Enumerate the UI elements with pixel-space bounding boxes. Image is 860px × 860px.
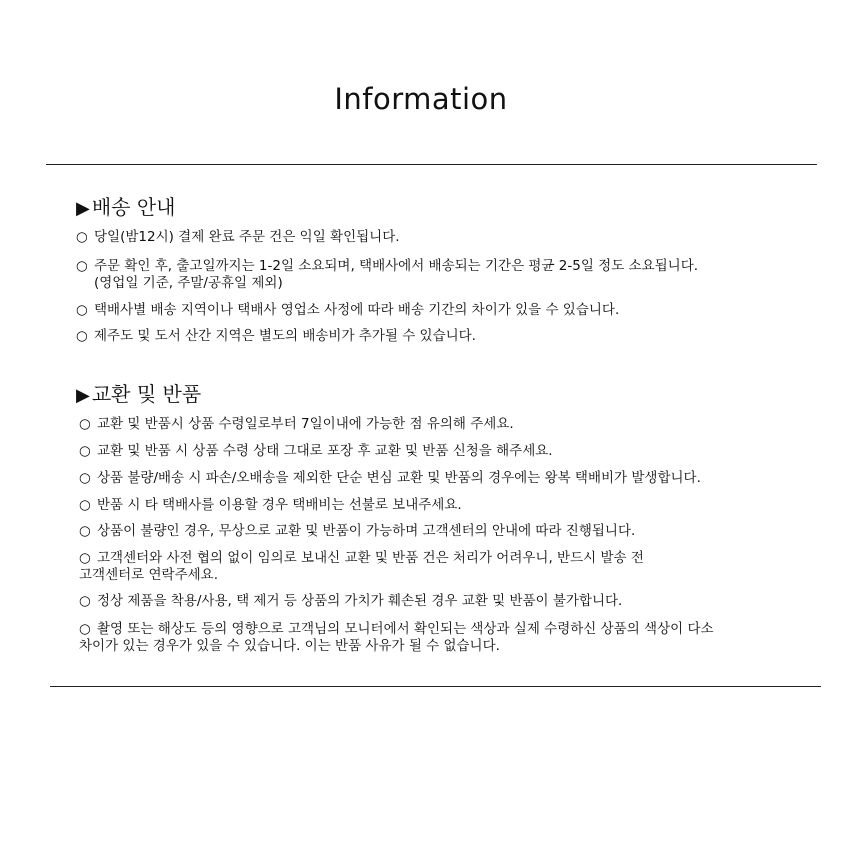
exchange-item bbox=[79, 470, 701, 487]
exchange-heading bbox=[76, 378, 201, 407]
exchange-item-text: 고객센터와 사전 협의 없이 임의로 보내신 교환 및 반품 건은 처리가 어려우니, 반드시 발송 전 bbox=[97, 550, 644, 566]
circle-bullet-icon: ○ bbox=[76, 258, 88, 274]
exchange-item bbox=[79, 497, 462, 514]
shipping-item bbox=[76, 302, 619, 319]
triangle-marker-icon: ▶ bbox=[76, 198, 90, 219]
circle-bullet-icon: ○ bbox=[79, 621, 91, 637]
exchange-item-text: 상품이 불량인 경우, 무상으로 교환 및 반품이 가능하며 고객센터의 안내에 따라 진행됩니다. bbox=[97, 523, 636, 539]
shipping-heading-text: 배송 안내 bbox=[91, 195, 176, 219]
circle-bullet-icon: ○ bbox=[79, 550, 91, 566]
triangle-marker-icon: ▶ bbox=[76, 385, 90, 406]
exchange-item-text-continued: 차이가 있는 경우가 있을 수 있습니다. 이는 반품 사유가 될 수 없습니다. bbox=[79, 638, 500, 654]
top-divider bbox=[46, 164, 817, 165]
circle-bullet-icon: ○ bbox=[79, 470, 91, 486]
bottom-divider bbox=[50, 686, 821, 687]
shipping-item-text: 당일(밤12시) 결제 완료 주문 건은 익일 확인됩니다. bbox=[94, 229, 400, 245]
shipping-item-text: 주문 확인 후, 출고일까지는 1-2일 소요되며, 택배사에서 배송되는 기간은 평균 2-5일 정도 소요됩니다. bbox=[94, 258, 699, 274]
exchange-item bbox=[79, 621, 714, 655]
shipping-heading bbox=[76, 191, 175, 220]
circle-bullet-icon: ○ bbox=[79, 443, 91, 459]
circle-bullet-icon: ○ bbox=[79, 416, 91, 432]
shipping-item bbox=[76, 328, 476, 345]
exchange-item bbox=[79, 550, 644, 584]
exchange-item bbox=[79, 443, 553, 460]
exchange-item-text: 촬영 또는 해상도 등의 영향으로 고객님의 모니터에서 확인되는 색상과 실제 수령하신 상품의 색상이 다소 bbox=[97, 621, 714, 637]
exchange-item-text-continued: 고객센터로 연락주세요. bbox=[79, 567, 218, 583]
circle-bullet-icon: ○ bbox=[76, 328, 88, 344]
circle-bullet-icon: ○ bbox=[79, 523, 91, 539]
circle-bullet-icon: ○ bbox=[79, 497, 91, 513]
exchange-item bbox=[79, 523, 635, 540]
page-title: Information bbox=[334, 82, 508, 116]
circle-bullet-icon: ○ bbox=[76, 229, 88, 245]
exchange-heading-text: 교환 및 반품 bbox=[91, 382, 202, 406]
circle-bullet-icon: ○ bbox=[76, 302, 88, 318]
exchange-item-text: 교환 및 반품시 상품 수령일로부터 7일이내에 가능한 점 유의해 주세요. bbox=[97, 416, 514, 432]
exchange-item bbox=[79, 416, 514, 433]
shipping-item bbox=[76, 229, 400, 246]
shipping-item-text-continued: (영업일 기준, 주말/공휴일 제외) bbox=[94, 275, 283, 291]
exchange-item-text: 정상 제품을 착용/사용, 택 제거 등 상품의 가치가 훼손된 경우 교환 및 반품이 불가합니다. bbox=[97, 593, 623, 609]
shipping-item bbox=[76, 258, 698, 292]
shipping-item-text: 제주도 및 도서 산간 지역은 별도의 배송비가 추가될 수 있습니다. bbox=[94, 328, 476, 344]
exchange-item-text: 반품 시 타 택배사를 이용할 경우 택배비는 선불로 보내주세요. bbox=[97, 497, 462, 513]
exchange-item-text: 상품 불량/배송 시 파손/오배송을 제외한 단순 변심 교환 및 반품의 경우에는 왕복 택배비가 발생합니다. bbox=[97, 470, 701, 486]
exchange-item bbox=[79, 593, 622, 610]
circle-bullet-icon: ○ bbox=[79, 593, 91, 609]
exchange-item-text: 교환 및 반품 시 상품 수령 상태 그대로 포장 후 교환 및 반품 신청을 해주세요. bbox=[97, 443, 553, 459]
shipping-item-text: 택배사별 배송 지역이나 택배사 영업소 사정에 따라 배송 기간의 차이가 있을 수 있습니다. bbox=[94, 302, 620, 318]
